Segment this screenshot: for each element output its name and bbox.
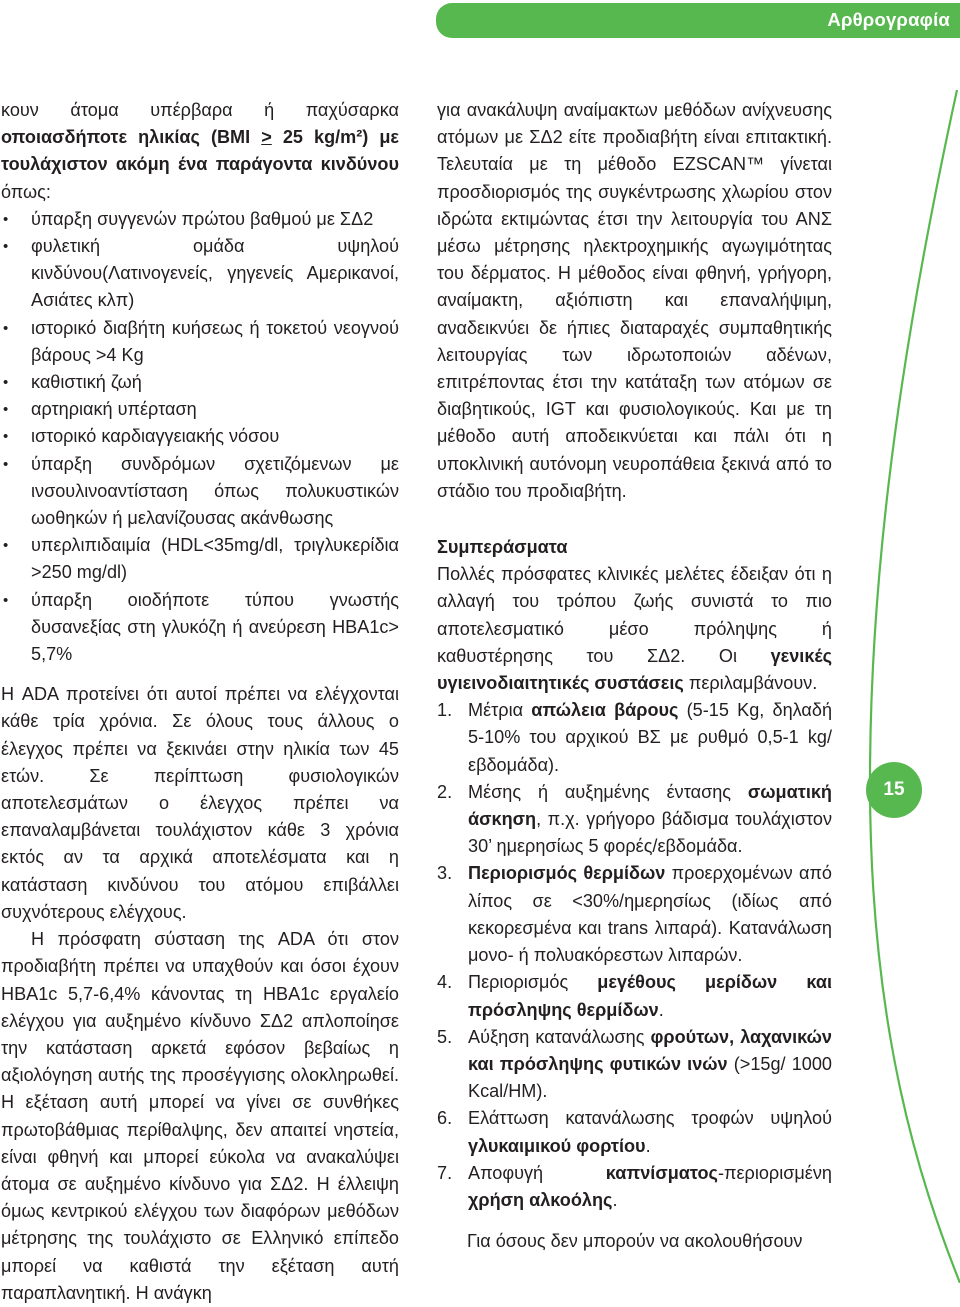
recommendations-list bbox=[437, 697, 832, 1214]
list-item: • φυλετική ομάδα υψηλού κινδύνου(Λατινογενείς, γηγενείς Αμερικανοί, Ασιάτες κλπ) bbox=[1, 233, 399, 315]
body-paragraph: Η ADA προτείνει ότι αυτοί πρέπει να ελέγχονται κάθε τρία χρόνια. Σε όλους τους άλλους ο έλεγχος πρέπει να ξεκινάει στην ηλικία των 45 ετών. Σε περίπτωση φυσιολογικών αποτελεσμάτων ο έλεγχος πρέπει να επαναλαμβάνεται τουλάχιστον κάθε 3 χρόνια εκτός αν τα αρχικά αποτελέσματα και η κατάσταση κινδύνου του ατόμου επιβάλλει συχνότερους ελέγχους. bbox=[1, 684, 399, 922]
page-number-badge: 15 bbox=[866, 762, 922, 818]
section-title: Αρθρογραφία bbox=[827, 9, 950, 30]
body-paragraph: Για όσους δεν μπορούν να ακολουθήσουν bbox=[467, 1231, 803, 1252]
list-item: 3. Περιορισμός θερμίδων προερχομένων από λίπος σε <30%/ημερησίως (ιδίως από κεκορεσμένα και trans λιπαρά). Κατανάλωση μονο- ή πολυακόρεστων λιπαρών. bbox=[437, 863, 832, 966]
list-item: • ιστορικό διαβήτη κυήσεως ή τοκετού νεογνού βάρους >4 Kg bbox=[1, 315, 399, 369]
body-paragraph: για ανακάλυψη αναίμακτων μεθόδων ανίχνευσης ατόμων με ΣΔ2 είτε προδιαβήτη είναι επιτακτική. Τελευταία με τη μέθοδο EZSCAN™ γίνεται προσδιορισμός της συγκέντρωσης χλωρίου στον ιδρώτα εκτιμώντας έτσι την λειτουργία του ΑΝΣ μέσω μέτρησης ηλεκτροχημικής αγωγιμότητας του δέρματος. Η μέθοδος είναι φθηνή, γρήγορη, αναίμακτη, αξιόπιστη και επαναλήψιμη, αναδεικνύει δε ήπιες διαταραχές συμπαθητικής λειτουργίας των ιδρωτοποιών αδένων, επιτρέποντας έτσι την κατάταξη των ατόμων σε διαβητικούς, IGT και φυσιολογικούς. Και με τη μέθοδο αυτή αποδεικνύεται και πάλι ότι η υποκλινική αυτόνομη νευροπάθεια ξεκινά από το στάδιο του προδιαβήτη. bbox=[437, 100, 832, 501]
list-item: 7. Αποφυγή καπνίσματος-περιορισμένη χρήση αλκοόλης. bbox=[437, 1162, 832, 1210]
body-paragraph: Η πρόσφατη σύσταση της ADA ότι στον προδιαβήτη πρέπει να υπαχθούν και όσοι έχουν HBA1c 5,7-6,4% κάνοντας τη HBA1c εργαλείο ελέγχου για αυξημένο κίνδυνο ΣΔ2 απλοποίησε την κατάσταση αρκετά εφόσον βεβαίως η αξιολόγηση αυτής της προσέγγισης ολοκληρωθεί. Η εξέταση αυτή μπορεί να γίνει σε συνθήκες πρωτοβάθμιας περίθαλψης, δεν απαιτεί νηστεία, είναι φθηνή και μπορεί εύκολα να ανακαλύψει άτομα σε αυξημένο κίνδυνο για ΣΔ2. Η έλλειψη όμως κεντρικού ελέγχου των διαφόρων μεθόδων μέτρησης της τουλάχιστο σε Ελληνικό επίπεδο μπορεί να καθιστά την εξέταση αυτή παραπλανητική. Η ανάγκη bbox=[1, 929, 399, 1303]
list-item: • ύπαρξη οιοδήποτε τύπου γνωστής δυσανεξίας στη γλυκόζη ή ανεύρεση HBA1c> 5,7% bbox=[1, 587, 399, 669]
list-item: • καθιστική ζωή bbox=[1, 369, 399, 396]
list-item: • ύπαρξη συνδρόμων σχετιζόμενων με ινσουλινοαντίσταση όπως πολυκυστικών ωοθηκών ή μελανίζουσας ακάνθωσης bbox=[1, 451, 399, 533]
right-column bbox=[437, 97, 832, 1255]
risk-factor-list bbox=[1, 206, 399, 668]
decorative-curve bbox=[849, 90, 960, 1283]
list-item: • αρτηριακή υπέρταση bbox=[1, 396, 399, 423]
list-item: • υπερλιπιδαιμία (HDL<35mg/dl, τριγλυκερίδια >250 mg/dl) bbox=[1, 532, 399, 586]
list-item: 1. Μέτρια απώλεια βάρους (5-15 Kg, δηλαδή 5-10% του αρχικού ΒΣ με ρυθμό 0,5-1 kg/εβδομάδα). bbox=[437, 700, 833, 775]
list-item: 2. Μέσης ή αυξημένης έντασης σωματική άσκηση, π.χ. γρήγορο βάδισμα τουλάχιστον 30’ ημερησίως 5 φορές/εβδομάδα. bbox=[437, 781, 832, 857]
list-item: 5. Αύξηση κατανάλωσης φρούτων, λαχανικών και πρόσληψης φυτικών ινών (>15g/ 1000 Kcal/HM). bbox=[437, 1026, 832, 1102]
section-heading: Συμπεράσματα bbox=[437, 537, 568, 558]
list-item: • ύπαρξη συγγενών πρώτου βαθμού με ΣΔ2 bbox=[1, 206, 399, 233]
conclusion-paragraph: Πολλές πρόσφατες κλινικές μελέτες έδειξαν ότι η αλλαγή του τρόπου ζωής συνιστά το πιο αποτελεσματικό μέσο πρόληψης ή καθυστέρησης του ΣΔ2. Οι γενικές υγιεινοδιαιτητικές συστάσεις περιλαμβάνουν. bbox=[437, 564, 832, 694]
intro-paragraph: κουν άτομα υπέρβαρα ή παχύσαρκα οποιασδήποτε ηλικίας (BMI > 25 kg/m²) με τουλάχιστον ακόμη ένα παράγοντα κινδύνου όπως: bbox=[1, 100, 399, 202]
left-column bbox=[1, 97, 399, 1307]
list-item: 6. Ελάττωση κατανάλωσης τροφών υψηλού γλυκαιμικού φορτίου. bbox=[437, 1108, 832, 1156]
section-header-tab bbox=[436, 3, 960, 38]
list-item: 4. Περιορισμός μεγέθους μερίδων και πρόσληψης θερμίδων. bbox=[437, 972, 832, 1020]
list-item: • ιστορικό καρδιαγγειακής νόσου bbox=[1, 423, 399, 450]
